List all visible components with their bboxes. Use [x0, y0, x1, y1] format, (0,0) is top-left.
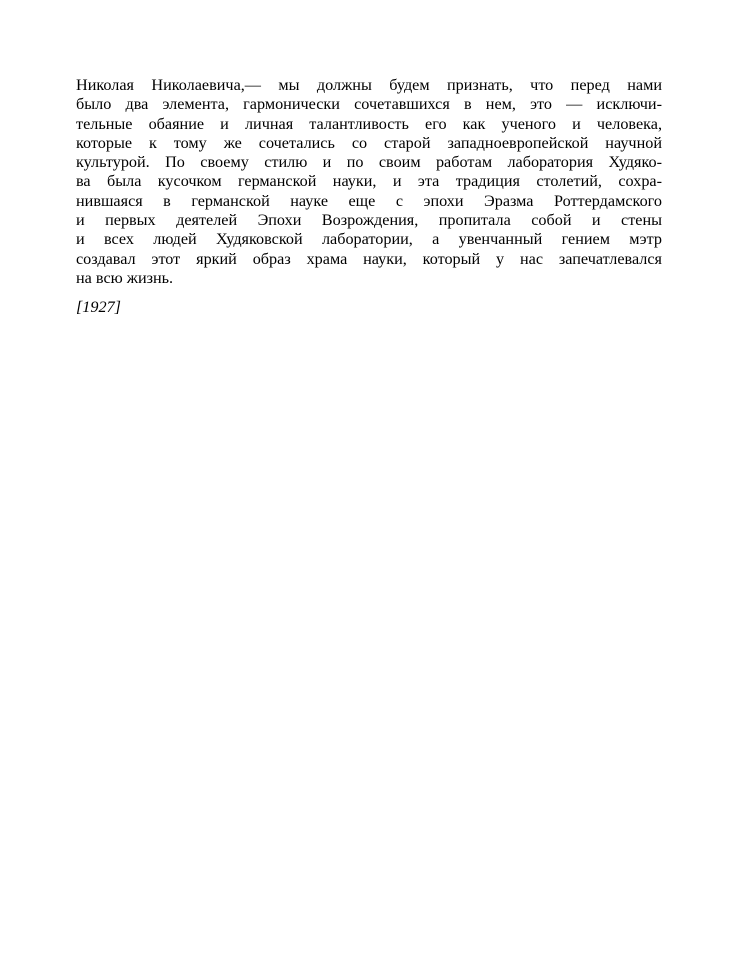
text-line: было два элемента, гармонически сочетавшихся в нем, это — исключи- — [76, 95, 662, 114]
text-line: тельные обаяние и личная талантливость его как ученого и человека, — [76, 114, 662, 133]
text-line: нившаяся в германской науке еще с эпохи Эразма Роттердамского — [76, 191, 662, 210]
text-line: Николая Николаевича,— мы должны будем признать, что перед нами — [76, 76, 662, 94]
body-paragraph — [76, 76, 662, 288]
text-line: и первых деятелей Эпохи Возрождения, пропитала собой и стены — [76, 211, 662, 230]
text-line: на всю жизнь. — [76, 268, 174, 287]
text-line: которые к тому же сочетались со старой западноевропейской научной — [76, 133, 662, 152]
text-line: создавал этот яркий образ храма науки, который у нас запечатлевался — [76, 249, 662, 268]
text-line: и всех людей Худяковской лаборатории, а увенчанный гением мэтр — [76, 230, 662, 249]
date-note: [1927] — [76, 298, 121, 317]
text-line: ва была кусочком германской науки, и эта традиция столетий, сохра- — [76, 172, 662, 191]
document-page — [76, 76, 662, 318]
text-line: культурой. По своему стилю и по своим работам лаборатория Худяко- — [76, 153, 662, 172]
